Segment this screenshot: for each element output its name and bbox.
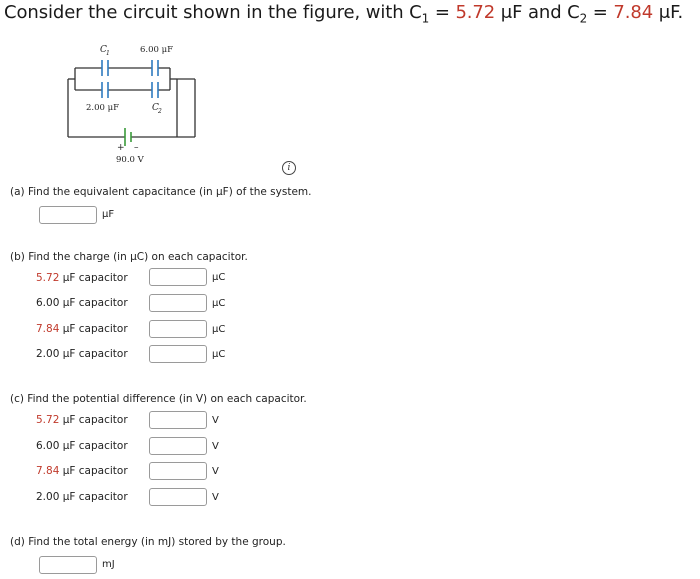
- part-c-row-1-label: 5.72 μF capacitor: [36, 414, 128, 426]
- part-b-row-1-unit: μC: [212, 272, 226, 283]
- part-a-answer-input[interactable]: [39, 206, 97, 224]
- c2-value: 7.84: [613, 2, 654, 23]
- c1-subscript: 1: [421, 11, 430, 26]
- label-6uf: 6.00 μF: [140, 45, 174, 55]
- part-a-question: (a) Find the equivalent capacitance (in μF) of the system.: [10, 186, 312, 198]
- part-d-question: (d) Find the total energy (in mJ) stored by the group.: [10, 536, 286, 548]
- part-c-row-3-unit: V: [212, 466, 219, 477]
- part-b-row-2-input[interactable]: [149, 294, 207, 312]
- part-b-row-1-label: 5.72 μF capacitor: [36, 272, 128, 284]
- c2-subscript: 2: [579, 11, 588, 26]
- part-c-row-2-label: 6.00 μF capacitor: [36, 440, 128, 452]
- part-b-row-3-label: 7.84 μF capacitor: [36, 323, 128, 335]
- part-b-row-4-unit: μC: [212, 349, 226, 360]
- statement-text: Consider the circuit shown in the figure, with C: [4, 2, 422, 23]
- part-d-answer-input[interactable]: [39, 556, 97, 574]
- part-b-row-4-label: 2.00 μF capacitor: [36, 348, 128, 360]
- part-b-row-2-label: 6.00 μF capacitor: [36, 297, 128, 309]
- problem-statement: [4, 2, 683, 26]
- capacitor-plates: [102, 60, 158, 98]
- part-c-row-2-unit: V: [212, 441, 219, 452]
- part-c-row-2-input[interactable]: [149, 437, 207, 455]
- battery-icon: [125, 128, 131, 146]
- part-a-unit: μF: [102, 209, 115, 220]
- battery-voltage-label: 90.0 V: [116, 155, 144, 165]
- equals-sign: =: [429, 2, 456, 23]
- c1-value: 5.72: [455, 2, 496, 23]
- label-c2: C: [152, 103, 159, 113]
- part-c-row-3-label: 7.84 μF capacitor: [36, 465, 128, 477]
- statement-text-mid: μF and C: [495, 2, 580, 23]
- battery-minus: –: [134, 143, 139, 153]
- part-b-row-1-input[interactable]: [149, 268, 207, 286]
- part-b-row-2-unit: μC: [212, 298, 226, 309]
- part-b-question: (b) Find the charge (in μC) on each capacitor.: [10, 251, 248, 263]
- label-c2-sub: 2: [158, 108, 162, 115]
- part-c-row-1-unit: V: [212, 415, 219, 426]
- label-2uf: 2.00 μF: [86, 103, 120, 113]
- part-c-row-4-input[interactable]: [149, 488, 207, 506]
- battery-plus: +: [117, 143, 125, 153]
- info-icon[interactable]: i: [282, 161, 296, 175]
- statement-suffix: μF.: [653, 2, 684, 23]
- label-c1: C: [100, 45, 107, 55]
- part-c-row-4-unit: V: [212, 492, 219, 503]
- part-c-row-3-input[interactable]: [149, 462, 207, 480]
- part-b-row-4-input[interactable]: [149, 345, 207, 363]
- part-d-unit: mJ: [102, 559, 115, 570]
- part-b-row-3-input[interactable]: [149, 320, 207, 338]
- equals-sign-2: =: [587, 2, 614, 23]
- circuit-diagram: [60, 38, 210, 168]
- part-b-row-3-unit: μC: [212, 324, 226, 335]
- part-c-row-4-label: 2.00 μF capacitor: [36, 491, 128, 503]
- part-c-row-1-input[interactable]: [149, 411, 207, 429]
- part-c-question: (c) Find the potential difference (in V) on each capacitor.: [10, 393, 307, 405]
- label-c1-sub: 1: [106, 50, 110, 57]
